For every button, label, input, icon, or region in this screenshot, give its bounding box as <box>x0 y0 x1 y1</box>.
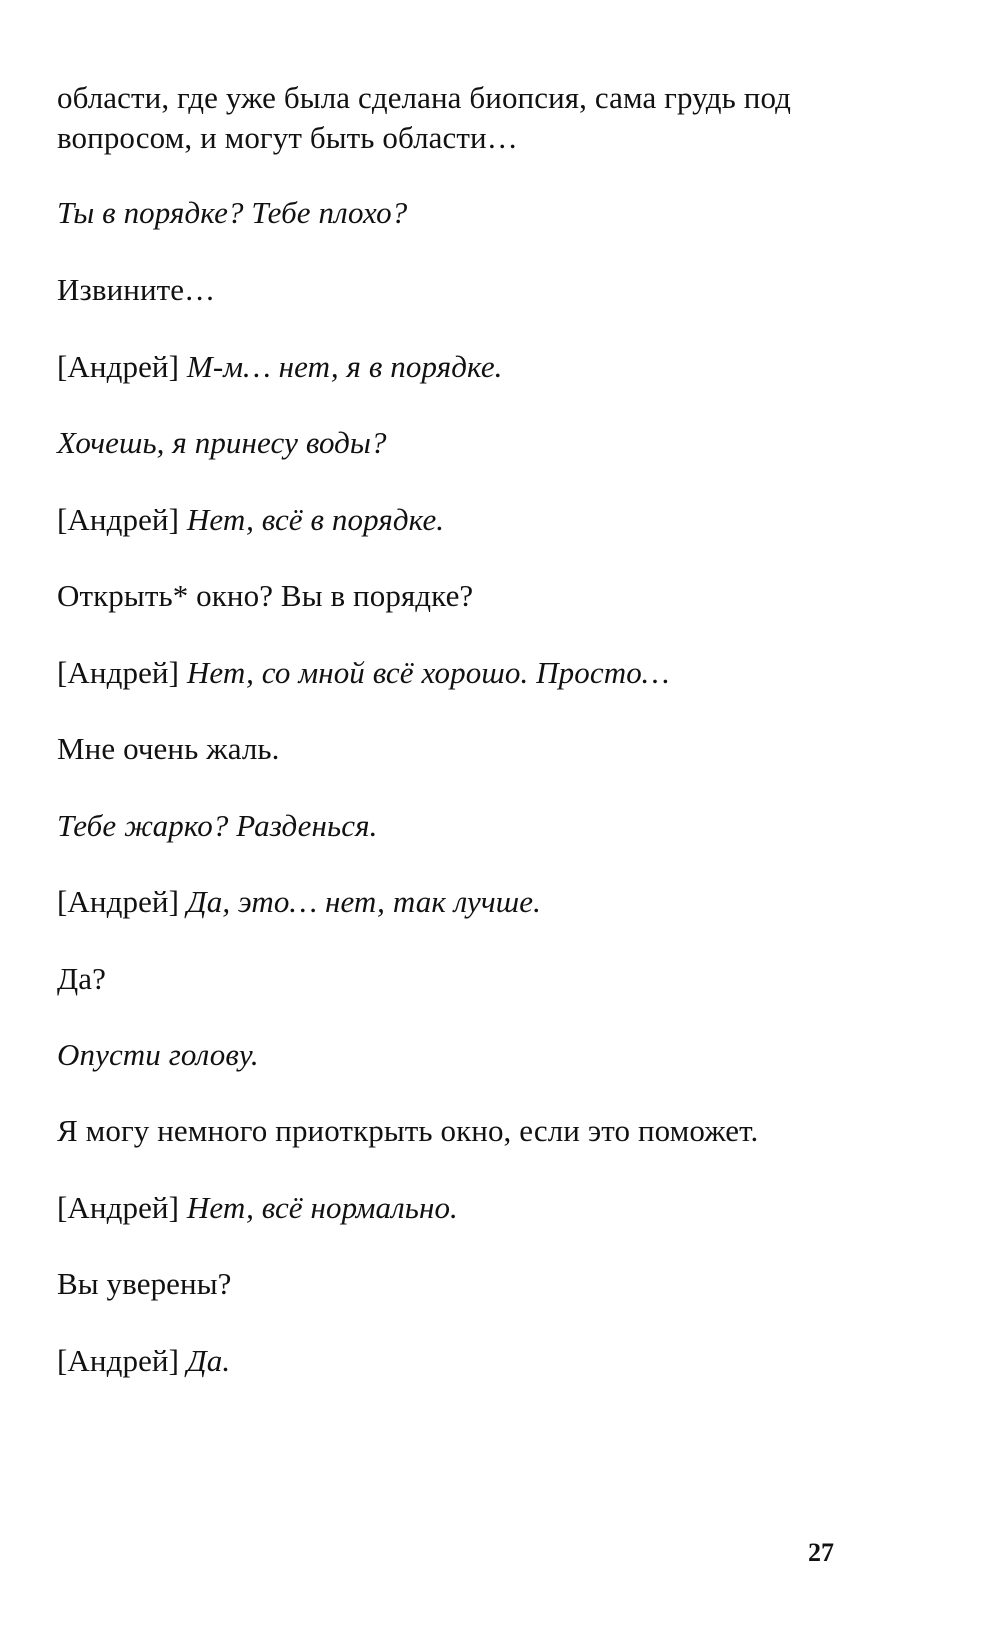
dialogue-line <box>57 500 444 540</box>
dialogue-line <box>57 1188 458 1228</box>
line-text: Хочешь, я принесу воды? <box>57 425 387 460</box>
dialogue-line <box>57 347 503 387</box>
line-text: вопросом, и могут быть области… <box>57 120 518 155</box>
line-text: Нет, всё в порядке. <box>186 502 445 537</box>
line-text: М-м… нет, я в порядке. <box>186 349 503 384</box>
dialogue-line <box>57 806 377 846</box>
speaker-label: [Андрей] <box>57 1190 180 1225</box>
dialogue-line <box>57 959 106 999</box>
dialogue-line <box>57 1341 230 1381</box>
line-text: Я могу немного приоткрыть окно, если это поможет. <box>57 1113 759 1148</box>
text-line <box>57 78 791 118</box>
speaker-label: [Андрей] <box>57 655 180 690</box>
line-text: Ты в порядке? Тебе плохо? <box>57 195 408 230</box>
speaker-label: [Андрей] <box>57 502 180 537</box>
dialogue-line <box>57 1264 232 1304</box>
page-number: 27 <box>808 1538 834 1567</box>
text-line <box>57 118 518 158</box>
line-text: Да. <box>186 1343 231 1378</box>
line-text: Нет, со мной всё хорошо. Просто… <box>186 655 670 690</box>
line-text: Опусти голову. <box>57 1037 259 1072</box>
speaker-label: [Андрей] <box>57 1343 180 1378</box>
dialogue-line <box>57 423 387 463</box>
speaker-label: [Андрей] <box>57 884 180 919</box>
dialogue-line <box>57 1035 259 1075</box>
dialogue-line <box>57 882 541 922</box>
line-text: Мне очень жаль. <box>57 731 280 766</box>
dialogue-line <box>57 653 669 693</box>
dialogue-line <box>57 270 215 310</box>
line-text: Извините… <box>57 272 216 307</box>
dialogue-line <box>57 193 407 233</box>
dialogue-line <box>57 729 280 769</box>
line-text: Да? <box>57 961 106 996</box>
line-text: области, где уже была сделана биопсия, сама грудь под <box>57 80 792 115</box>
dialogue-line <box>57 1111 758 1151</box>
line-text: Да, это… нет, так лучше. <box>186 884 541 919</box>
speaker-label: [Андрей] <box>57 349 180 384</box>
line-text: Нет, всё нормально. <box>186 1190 458 1225</box>
line-text: Тебе жарко? Разденься. <box>57 808 378 843</box>
dialogue-line <box>57 576 473 616</box>
line-text: Вы уверены? <box>57 1266 232 1301</box>
line-text: Открыть* окно? Вы в порядке? <box>57 578 474 613</box>
